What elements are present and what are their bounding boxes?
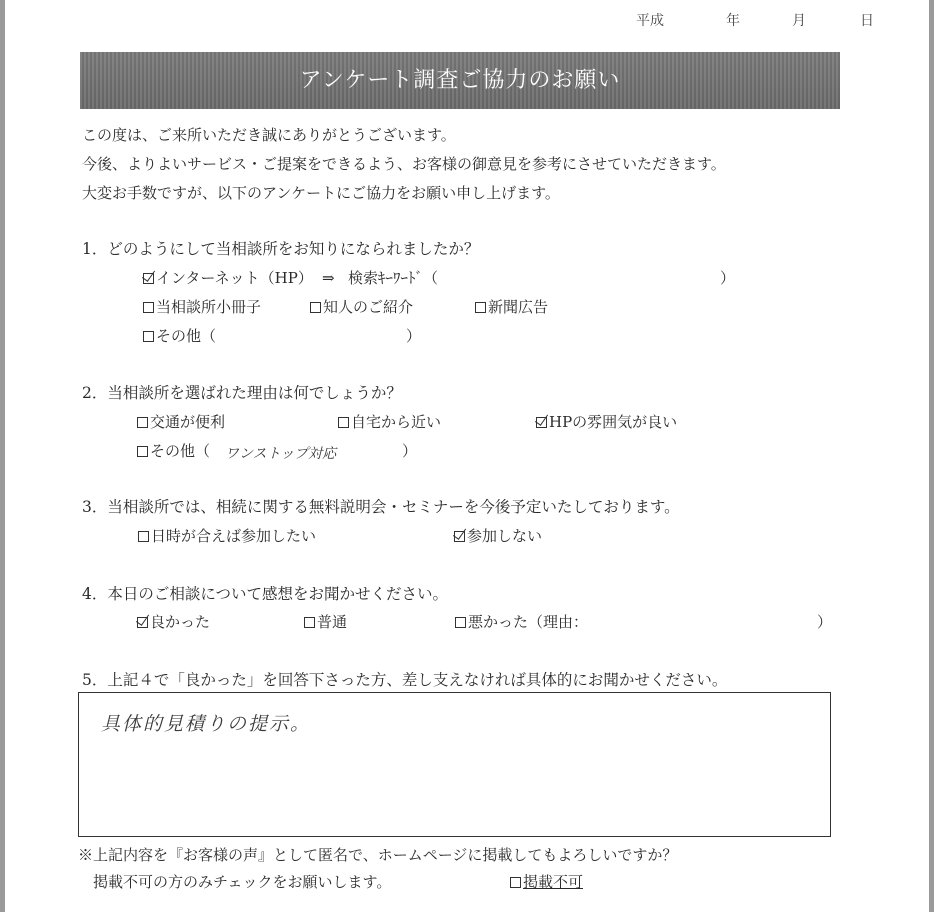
intro-line-1: この度は、ご来所いただき誠にありがとうございます。 xyxy=(82,126,456,144)
option-near-home[interactable]: 自宅から近い xyxy=(338,413,441,431)
option-attend[interactable]: 日時が合えば参加したい xyxy=(138,527,316,545)
option-internet[interactable]: インターネット（HP） xyxy=(143,269,313,287)
option-no-publish[interactable]: 掲載不可 xyxy=(510,873,583,891)
option-hp-atmosphere[interactable]: HPの雰囲気が良い xyxy=(536,413,677,431)
question-3: 3．当相談所では、相続に関する無料説明会・セミナーを今後予定いたしております。 xyxy=(82,498,680,516)
option-good[interactable]: 良かった xyxy=(137,613,210,631)
checkbox-attend[interactable] xyxy=(138,531,149,542)
checkbox-transport[interactable] xyxy=(137,417,148,428)
title-banner xyxy=(80,52,840,109)
keyword-label: 検索ｷｰﾜｰﾄﾞ（ xyxy=(348,269,439,287)
date-day: 日 xyxy=(860,13,874,29)
checkbox-normal[interactable] xyxy=(304,617,315,628)
checkbox-no-publish[interactable] xyxy=(510,877,521,888)
option-not-attend[interactable]: 参加しない xyxy=(454,527,542,545)
intro-line-3: 大変お手数ですが、以下のアンケートにご協力をお願い申し上げます。 xyxy=(82,184,560,202)
checkbox-hp-atmosphere[interactable] xyxy=(536,417,547,428)
checkbox-good[interactable] xyxy=(137,617,148,628)
date-year: 年 xyxy=(726,13,740,29)
other-close-q2: ） xyxy=(402,442,418,460)
checkbox-internet[interactable] xyxy=(143,273,154,284)
bad-close: ） xyxy=(817,613,833,631)
arrow-icon: ⇒ xyxy=(322,269,335,287)
option-bad[interactable]: 悪かった（理由： xyxy=(455,613,588,631)
option-other-q1[interactable]: その他（ xyxy=(143,327,216,345)
option-booklet[interactable]: 当相談所小冊子 xyxy=(143,298,261,316)
option-other-q2[interactable]: その他（ xyxy=(137,442,210,460)
question-4: 4．本日のご相談について感想をお聞かせください。 xyxy=(82,585,449,603)
option-normal[interactable]: 普通 xyxy=(304,613,347,631)
answer-text: 具体的見積りの提示。 xyxy=(101,713,312,735)
intro-line-2: 今後、よりよいサービス・ご提案をできるよう、お客様の御意見を参考にさせていただきます。 xyxy=(82,155,726,173)
other-answer-q2: ワンストップ対応 xyxy=(225,446,337,462)
question-2: 2．当相談所を選ばれた理由は何でしょうか？ xyxy=(82,384,402,402)
answer-textbox[interactable] xyxy=(78,692,831,837)
page-edge-left xyxy=(0,0,5,912)
question-5: 5．上記４で「良かった」を回答下さった方、差し支えなければ具体的にお聞かせください。 xyxy=(82,671,728,689)
other-close-q1: ） xyxy=(406,327,422,345)
question-1: 1．どのようにして当相談所をお知りになられましたか？ xyxy=(82,240,480,258)
checkbox-near-home[interactable] xyxy=(338,417,349,428)
date-month: 月 xyxy=(792,13,806,29)
checkbox-bad[interactable] xyxy=(455,617,466,628)
checkbox-booklet[interactable] xyxy=(143,302,154,313)
checkbox-not-attend[interactable] xyxy=(454,531,465,542)
date-era: 平成 xyxy=(636,13,664,29)
checkbox-newspaper[interactable] xyxy=(475,302,486,313)
keyword-close: ） xyxy=(720,269,736,287)
footer-note: ※上記内容を『お客様の声』として匿名で、ホームページに掲載してもよろしいですか？ xyxy=(78,846,678,864)
checkbox-referral[interactable] xyxy=(310,302,321,313)
option-transport[interactable]: 交通が便利 xyxy=(137,413,225,431)
page-title: アンケート調査ご協力のお願い xyxy=(299,68,621,93)
page-edge-right xyxy=(929,0,934,912)
checkbox-other-q1[interactable] xyxy=(143,331,154,342)
option-newspaper[interactable]: 新聞広告 xyxy=(475,298,548,316)
footer-instruction: 掲載不可の方のみチェックをお願いします。 xyxy=(93,873,392,891)
checkbox-other-q2[interactable] xyxy=(137,446,148,457)
option-referral[interactable]: 知人のご紹介 xyxy=(310,298,413,316)
